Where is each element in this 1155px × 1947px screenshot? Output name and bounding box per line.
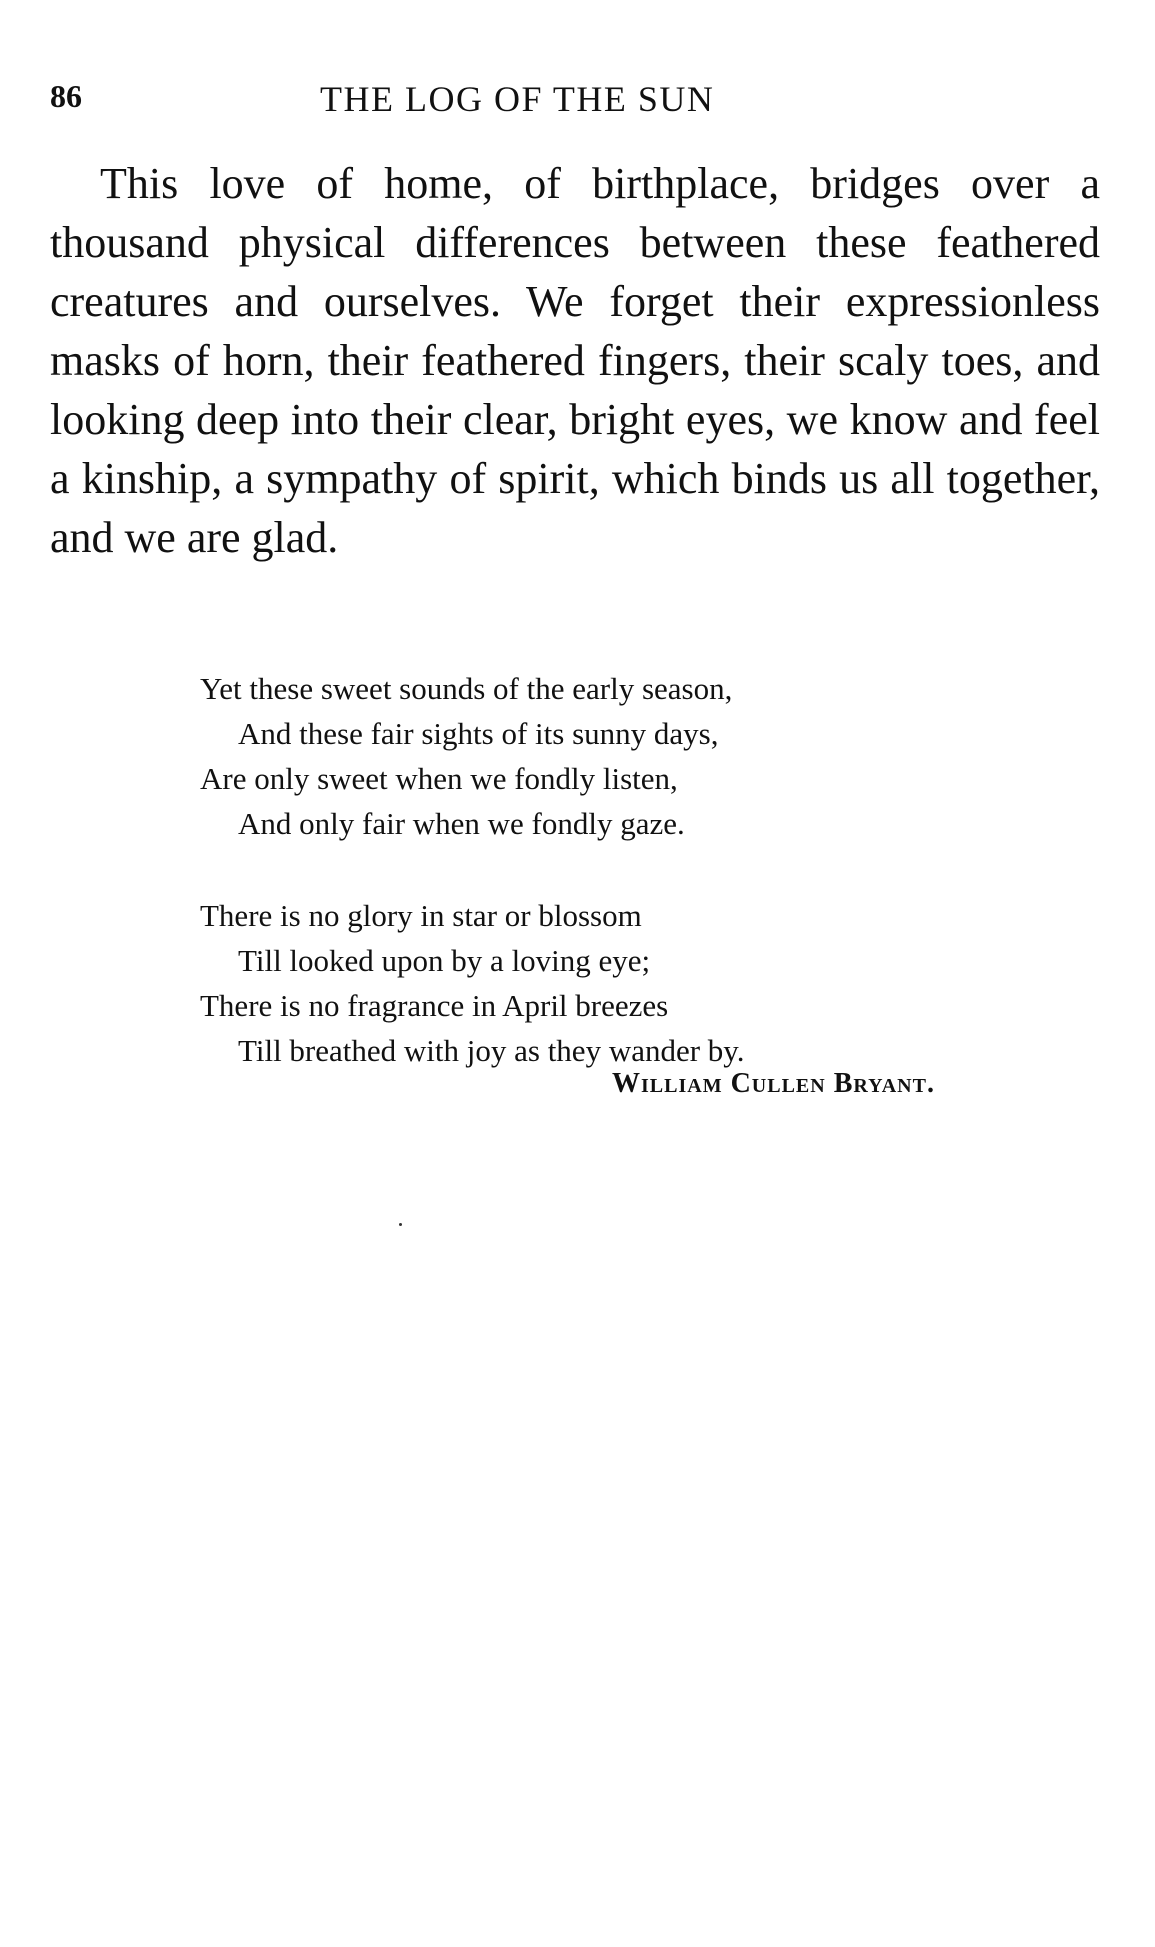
poem-line: There is no glory in star or blossom [200,898,642,933]
page-number: 86 [50,78,82,114]
poem-attribution: William Cullen Bryant. [612,1068,935,1099]
poem-line: And these fair sights of its sunny days, [238,716,719,751]
running-head [50,78,1090,122]
poem-line: There is no fragrance in April breezes [200,988,669,1023]
running-title: THE LOG OF THE SUN [320,79,715,119]
poem-line: Yet these sweet sounds of the early season, [200,671,733,706]
poem-line: Are only sweet when we fondly listen, [200,761,678,796]
ink-speck [399,1223,402,1226]
poem-stanza-2 [200,893,1100,1073]
poem-stanza-1 [200,666,1100,846]
poem-line: Till breathed with joy as they wander by. [238,1033,745,1068]
poem-line: And only fair when we fondly gaze. [238,806,685,841]
poem-line: Till looked upon by a loving eye; [238,943,651,978]
body-paragraph: This love of home, of birthplace, bridges over a thousand physical differences between these feathered creatures and ourselves. We forget their expressionless masks of horn, their feathered fingers, their scaly toes, and looking deep into their clear, bright eyes, we know and feel a kinship, a sympathy of spirit, which binds us all together, and we are glad. [50,159,1100,562]
